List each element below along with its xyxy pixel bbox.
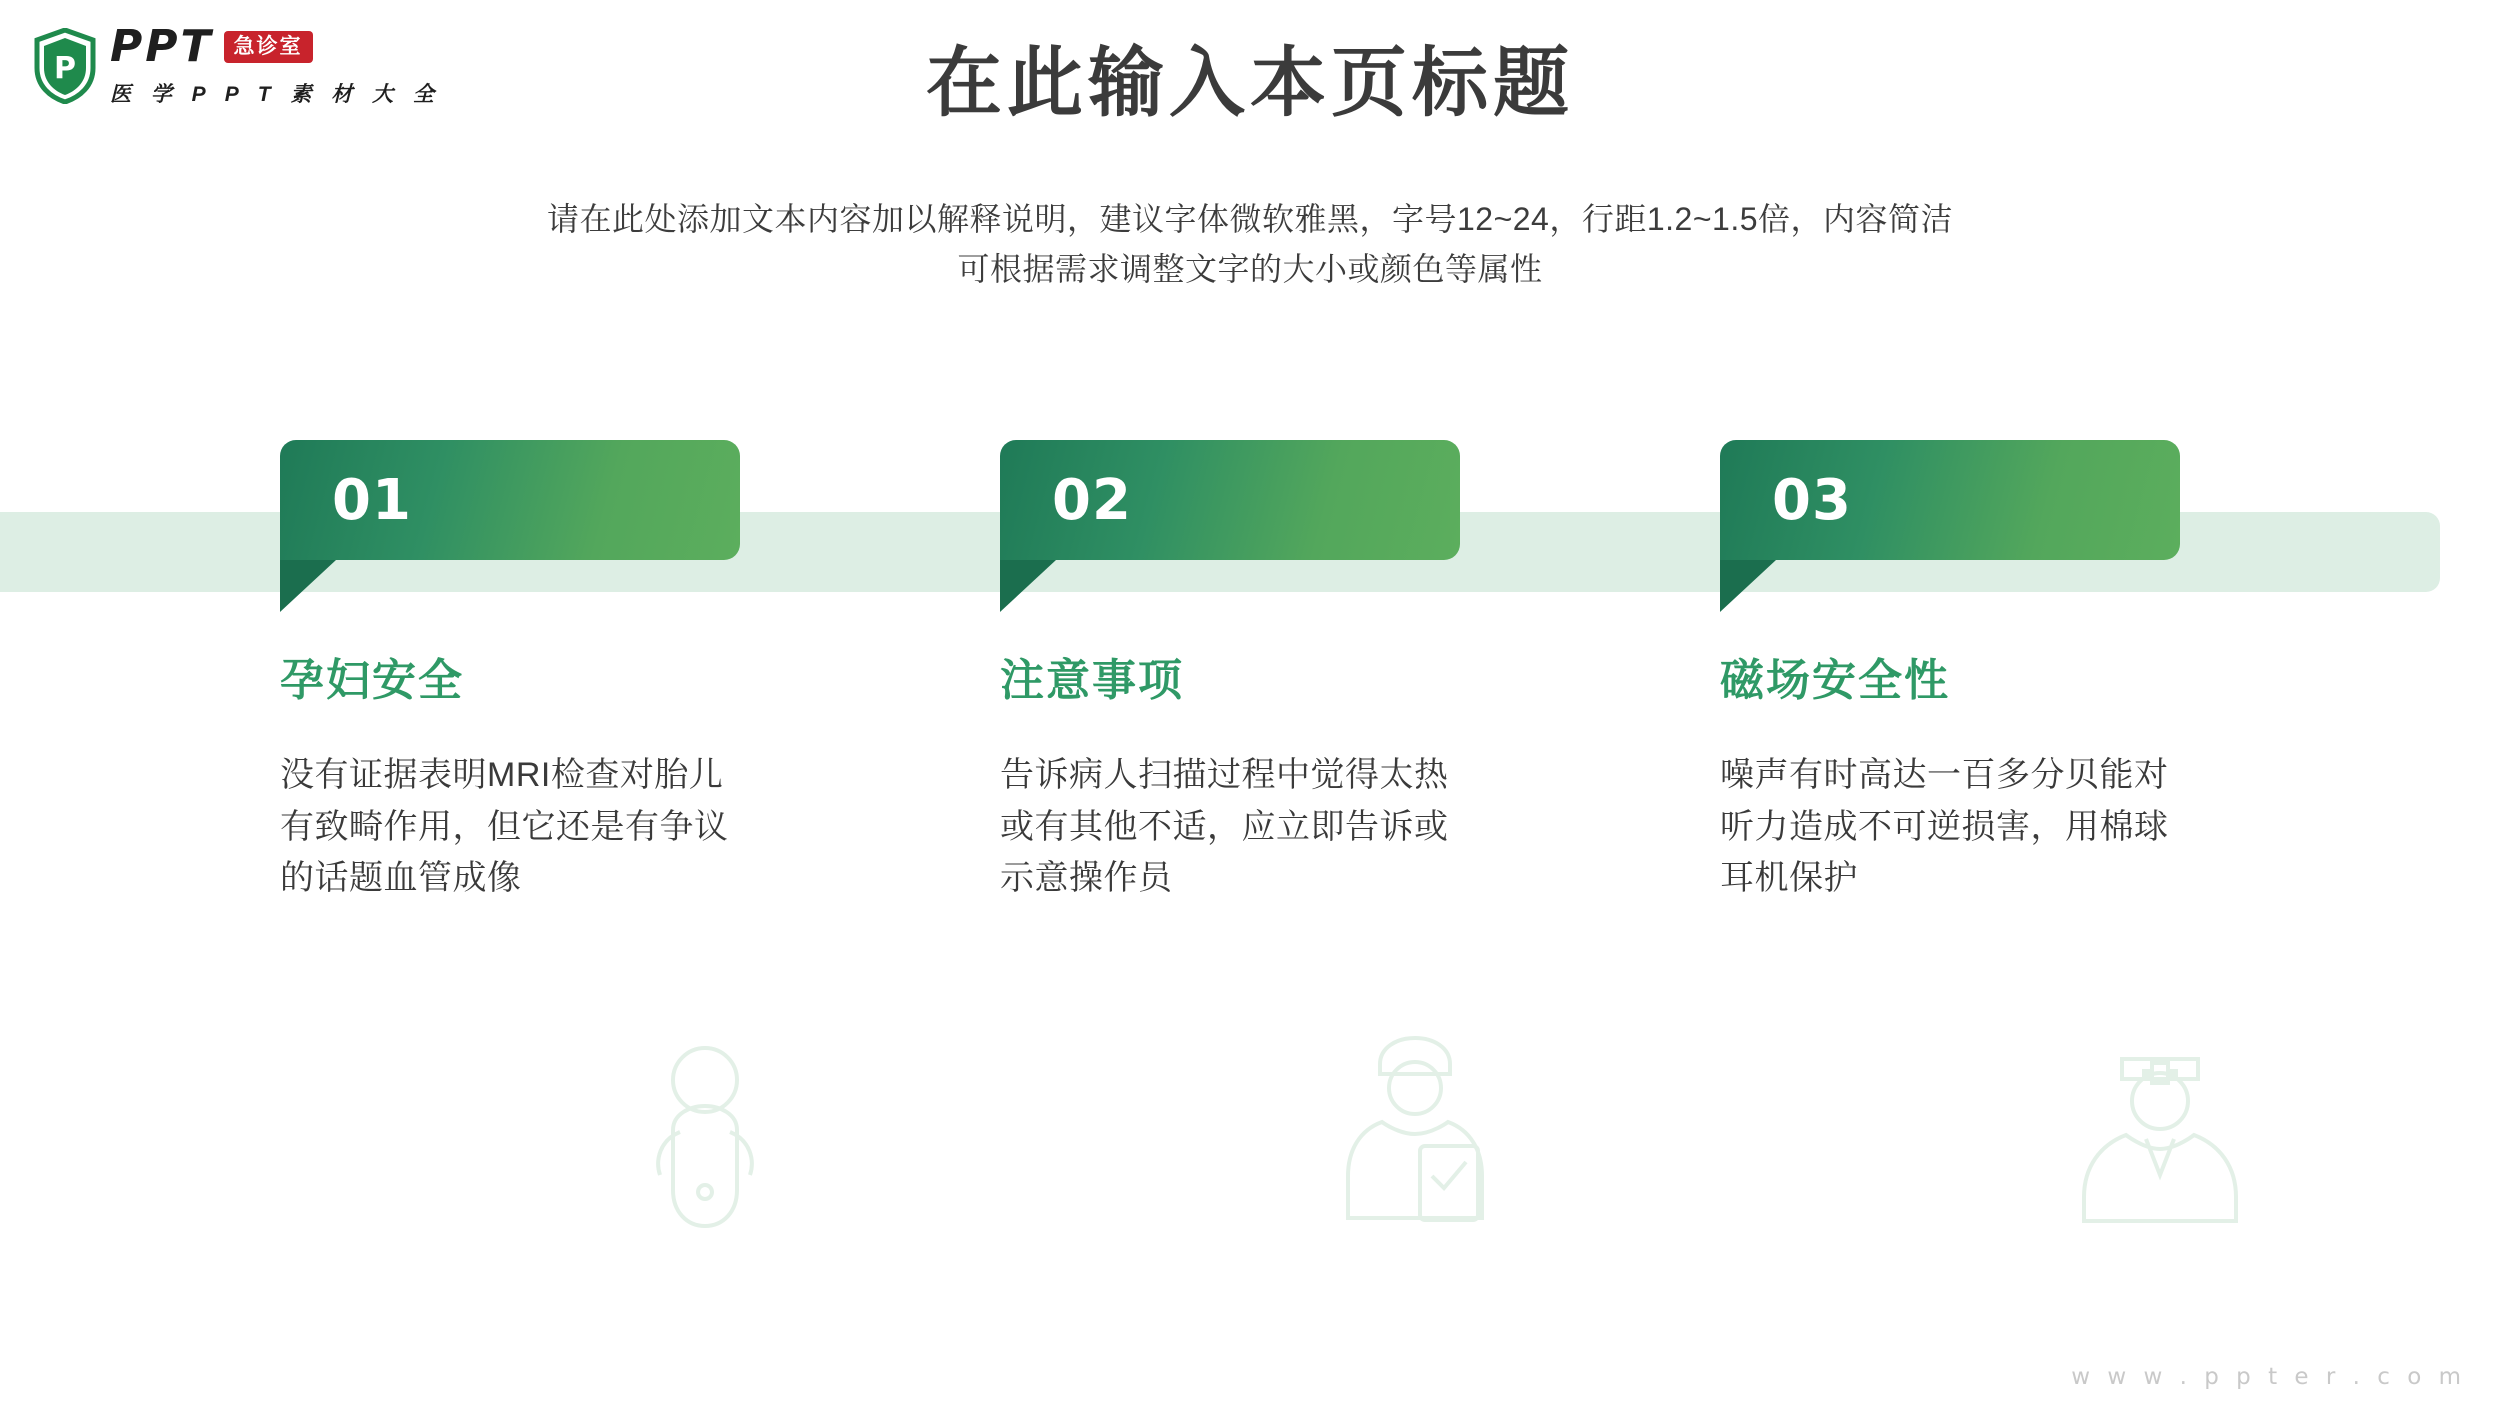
- column-body: 没有证据表明MRI检查对胎儿有致畸作用，但它还是有争议的话题血管成像: [280, 756, 729, 898]
- step-tag-fold-icon: [280, 560, 336, 612]
- step-tag: [280, 440, 740, 560]
- content-column: [1720, 440, 2460, 905]
- content-column: [1000, 440, 1740, 905]
- column-heading: 注意事项: [1000, 656, 1184, 705]
- step-tag-fold-icon: [1000, 560, 1056, 612]
- step-number: 03: [1772, 467, 1852, 533]
- step-number: 01: [332, 467, 412, 533]
- footer-url: w w w . p p t e r . c o m: [2071, 1364, 2466, 1390]
- column-body: 告诉病人扫描过程中觉得太热或有其他不适，应立即告诉或示意操作员: [1000, 756, 1449, 898]
- page-title: 在此输入本页标题: [926, 41, 1574, 126]
- column-heading: 磁场安全性: [1720, 656, 1950, 705]
- step-number: 02: [1052, 467, 1132, 533]
- logo-badge: 急诊室: [224, 31, 313, 63]
- page-subtitle-line-1: 请在此处添加文本内容加以解释说明，建议字体微软雅黑，字号12~24，行距1.2~1.5倍，内容简洁: [546, 201, 1954, 237]
- step-tag: [1000, 440, 1460, 560]
- pregnant-woman-icon: [620, 1040, 790, 1245]
- logo-brand-text: PPT: [110, 20, 214, 72]
- column-heading: 孕妇安全: [280, 656, 464, 705]
- column-body: 噪声有时高达一百多分贝能对听力造成不可逆损害，用棉球耳机保护: [1720, 756, 2169, 898]
- svg-text:P: P: [54, 51, 76, 86]
- step-tag-fold-icon: [1720, 560, 1776, 612]
- logo-tagline: 医 学 P P T 素 材 大 全: [110, 82, 441, 106]
- doctor-clipboard-icon: [1320, 1030, 1510, 1235]
- content-column: [280, 440, 1020, 905]
- page-subtitle-line-2: 可根据需求调整文字的大小或颜色等属性: [957, 250, 1543, 287]
- nurse-icon: [2060, 1025, 2260, 1235]
- step-tag: [1720, 440, 2180, 560]
